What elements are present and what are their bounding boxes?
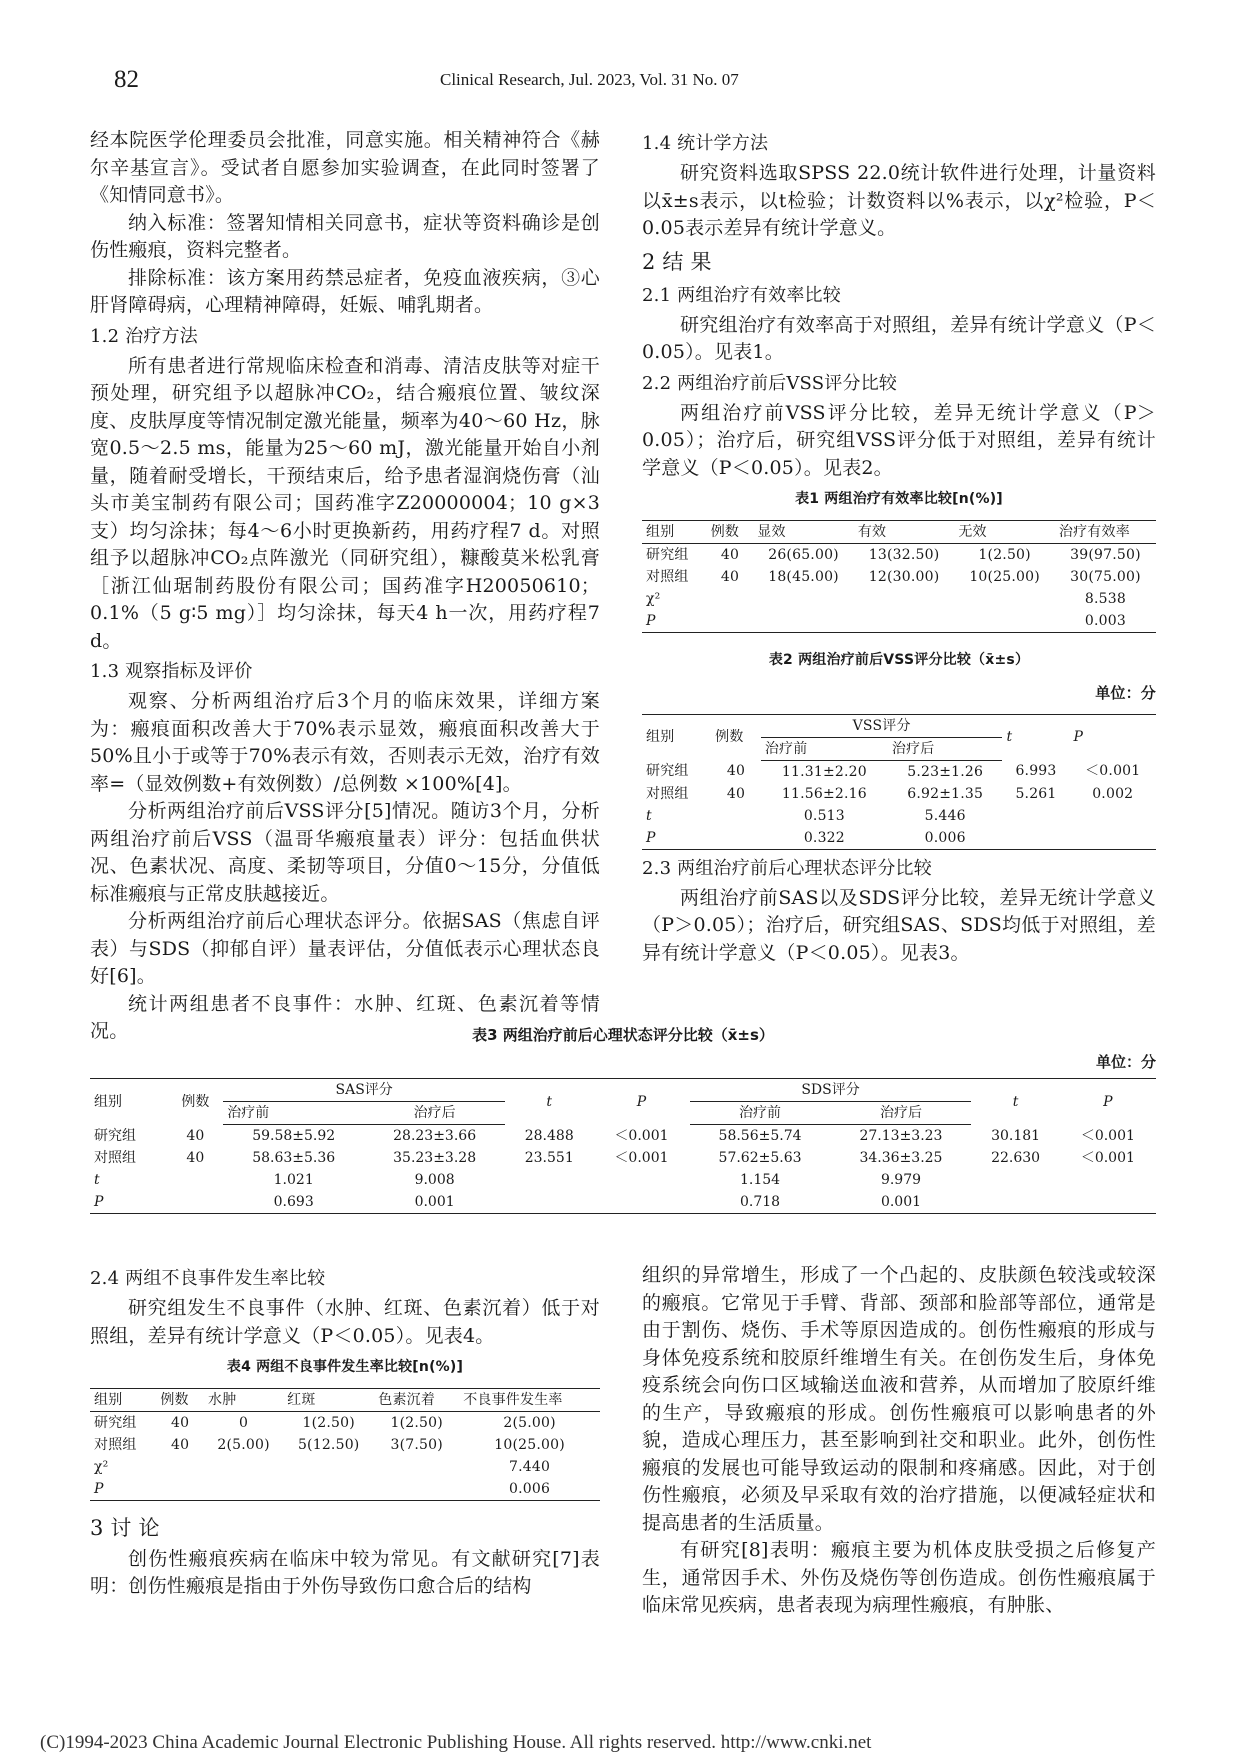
table-cell: 10(25.00) <box>969 568 1040 585</box>
column-header: 组别 <box>642 714 711 760</box>
section-heading: 3 讨 论 <box>90 1515 160 1540</box>
table-cell: 1.021 <box>273 1172 314 1188</box>
table-cell: 5.261 <box>1015 785 1057 802</box>
paragraph: 有研究[8]表明：瘢痕主要为机体皮肤受损之后修复产生，通常因手术、外伤及烧伤等创伤造成。创伤性瘢痕属于临床常见疾病，患者表现为病理性瘢痕，有肿胀、 <box>642 1539 1156 1616</box>
table-cell: 6.92±1.35 <box>907 785 984 802</box>
paragraph: 统计两组患者不良事件：水肿、红斑、色素沉着等情况。 <box>90 992 600 1042</box>
table-cell: 2(5.00) <box>503 1414 556 1431</box>
right-column-lower <box>642 1262 1156 1620</box>
table-cell: 5(12.50) <box>297 1436 360 1453</box>
column-header: t <box>505 1079 593 1125</box>
table-cell: χ² <box>646 590 661 607</box>
paragraph: 观察、分析两组治疗后3个月的临床效果，详细方案为：瘢痕面积改善大于70%表示显效，瘢痕面积改善大于50%且小于或等于70%表示有效，否则表示无效，治疗有效率=（显效例数+有效例数）/总例数 ×100%[4]。 <box>90 690 600 795</box>
table-cell: 0.001 <box>831 1191 972 1214</box>
left-column-lower <box>90 1262 600 1601</box>
table-row <box>642 543 1156 566</box>
table-cell: 40 <box>171 1414 190 1431</box>
table-row <box>642 783 1156 805</box>
table-cell: 10(25.00) <box>494 1436 565 1453</box>
table-unit: 单位：分 <box>1095 684 1156 702</box>
page-number: 82 <box>114 66 139 93</box>
table-cell: 2(5.00) <box>217 1436 270 1453</box>
column-header: 治疗后 <box>364 1102 505 1125</box>
table-cell: 0.006 <box>459 1478 600 1501</box>
table-cell: ＜0.001 <box>1080 1127 1135 1144</box>
table-cell: 0.513 <box>803 807 845 824</box>
column-header: 组别 <box>90 1079 167 1125</box>
table-cell: 5.23±1.26 <box>907 763 984 780</box>
table-cell: P <box>642 610 707 633</box>
copyright-footer: (C)1994-2023 China Academic Journal Electronic Publishing House. All rights reserved. http://www.cnki.net <box>40 1732 872 1753</box>
table-cell: 34.36±3.25 <box>859 1150 943 1166</box>
column-header: 组别 <box>642 520 707 543</box>
table-cell: 3(7.50) <box>390 1436 443 1453</box>
column-header: P <box>1070 714 1156 760</box>
column-header: t <box>971 1079 1059 1125</box>
table-cell: 研究组 <box>646 546 689 563</box>
table-cell: 39(97.50) <box>1070 546 1141 563</box>
table-row <box>642 827 1156 850</box>
table-cell: 40 <box>720 568 740 585</box>
section-heading: 2.1 两组治疗有效率比较 <box>642 284 841 306</box>
table-cell: 30.181 <box>991 1127 1041 1144</box>
table-cell: 研究组 <box>94 1127 136 1144</box>
table-cell: 7.440 <box>509 1458 551 1475</box>
table-cell: 对照组 <box>94 1436 137 1453</box>
column-header: t <box>1002 714 1069 760</box>
paragraph: 两组治疗前VSS评分比较，差异无统计学意义（P＞0.05）；治疗后，研究组VSS评分低于对照组，差异有统计学意义（P＜0.05）。见表2。 <box>642 401 1156 479</box>
column-header: P <box>1060 1079 1156 1125</box>
paragraph: 纳入标准：签署知情相关同意书，症状等资料确诊是创伤性瘢痕，资料完整者。 <box>90 211 600 261</box>
column-header: 治疗后 <box>888 737 1003 760</box>
table-cell: 对照组 <box>646 568 689 585</box>
table-3-block <box>90 1020 1156 1214</box>
table-cell: 0.718 <box>690 1191 831 1214</box>
table-row <box>90 1191 1156 1214</box>
table-cell: 40 <box>186 1127 205 1144</box>
table-caption: 表4 两组不良事件发生率比较[n(%)] <box>226 1359 464 1375</box>
table-cell: 28.488 <box>524 1127 574 1144</box>
paragraph: 两组治疗前SAS以及SDS评分比较，差异无统计学意义（P＞0.05）；治疗后，研究组SAS、SDS均低于对照组，差异有统计学意义（P＜0.05）。见表3。 <box>642 886 1156 964</box>
column-header: 治疗前 <box>761 737 888 760</box>
table-cell: 1.154 <box>740 1172 781 1188</box>
table-cell: 57.62±5.63 <box>718 1150 802 1166</box>
column-header: 治疗前 <box>223 1102 364 1125</box>
table-cell: 对照组 <box>646 785 689 802</box>
section-heading: 1.2 治疗方法 <box>90 325 198 347</box>
table-cell: 8.538 <box>1084 590 1126 607</box>
table-cell: 9.008 <box>414 1172 455 1188</box>
table-cell: 28.23±3.66 <box>393 1128 477 1144</box>
section-heading: 2 结 果 <box>642 249 712 274</box>
column-header: 无效 <box>954 520 1055 543</box>
column-header: 不良事件发生率 <box>459 1388 600 1411</box>
paragraph: 排除标准：该方案用药禁忌症者，免疫血液疾病，③心肝肾障碍病，心理精神障碍，妊娠、哺乳期者。 <box>90 266 600 316</box>
table-cell: χ² <box>94 1458 109 1475</box>
section-heading: 2.4 两组不良事件发生率比较 <box>90 1268 326 1289</box>
table-cell: ＜0.001 <box>614 1150 669 1166</box>
running-header: Clinical Research, Jul. 2023, Vol. 31 No. 07 <box>440 70 739 89</box>
table-cell: 1(2.50) <box>390 1414 443 1431</box>
table-cell: 对照组 <box>94 1150 136 1166</box>
table-cell: 1(2.50) <box>302 1414 355 1431</box>
table-row <box>90 1411 600 1434</box>
paragraph: 组织的异常增生，形成了一个凸起的、皮肤颜色较浅或较深的瘢痕。它常见于手臂、背部、颈部和脸部等部位，通常是由于割伤、烧伤、手术等原因造成的。创伤性瘢痕的形成与身体免疫系统和胶原纤维增生有关。在创伤发生后，身体免疫系统会向伤口区域输送血液和营养，从而增加了胶原纤维的生产，导致瘢痕的形成。创伤性瘢痕可以影响患者的外貌，造成心理压力，甚至影响到社交和职业。此外，创伤性瘢痕的发展也可能导致运动的限制和疼痛感。因此，对于创伤性瘢痕，必须及早采取有效的治疗措施，以便减轻症状和提高患者的生活质量。 <box>642 1264 1156 1534</box>
table-cell: 40 <box>720 546 740 563</box>
section-heading: 2.3 两组治疗前后心理状态评分比较 <box>642 857 932 879</box>
table-row <box>90 1434 600 1456</box>
column-header: 例数 <box>156 1388 204 1411</box>
table-cell: 27.13±3.23 <box>859 1128 943 1144</box>
table-row <box>90 1169 1156 1191</box>
table-cell: 9.979 <box>880 1172 922 1188</box>
table-cell: P <box>90 1478 156 1501</box>
table-cell: t <box>94 1172 100 1188</box>
column-group-header: SAS评分 <box>223 1079 505 1102</box>
column-header: 组别 <box>90 1388 156 1411</box>
table-row <box>642 805 1156 827</box>
paragraph: 研究组治疗有效率高于对照组，差异有统计学意义（P＜0.05）。见表1。 <box>642 313 1156 363</box>
table-cell: 0.001 <box>364 1191 505 1214</box>
section-heading: 1.4 统计学方法 <box>642 133 769 154</box>
column-group-header: VSS评分 <box>761 714 1003 737</box>
table-caption: 表1 两组治疗有效率比较[n(%)] <box>795 491 1003 507</box>
table-cell: 0.322 <box>761 827 888 850</box>
table-cell: 59.58±5.92 <box>252 1128 336 1144</box>
table-cell: t <box>646 807 652 824</box>
table-cell: 26(65.00) <box>768 546 839 563</box>
table-cell: 40 <box>726 763 746 780</box>
table-unit: 单位：分 <box>1095 1053 1156 1071</box>
table-row <box>642 760 1156 783</box>
table-cell: 40 <box>171 1436 190 1453</box>
table-cell: ＜0.001 <box>1080 1150 1135 1166</box>
column-header: P <box>593 1079 689 1125</box>
table-4 <box>90 1388 600 1501</box>
table-cell: 0.002 <box>1092 785 1134 802</box>
table-cell: 0.003 <box>1055 610 1156 633</box>
table-3 <box>90 1078 1156 1214</box>
table-cell: 13(32.50) <box>868 546 940 563</box>
table-row <box>642 566 1156 588</box>
table-cell: 0.006 <box>888 827 1003 850</box>
table-cell: 5.446 <box>924 807 966 824</box>
table-cell: 58.63±5.36 <box>252 1150 336 1166</box>
table-cell: 23.551 <box>524 1150 574 1166</box>
paragraph: 创伤性瘢痕疾病在临床中较为常见。有文献研究[7]表明：创伤性瘢痕是指由于外伤导致伤口愈合后的结构 <box>90 1547 600 1597</box>
table-row <box>90 1125 1156 1148</box>
table-1 <box>642 520 1156 633</box>
paragraph: 研究组发生不良事件（水肿、红斑、色素沉着）低于对照组，差异有统计学意义（P＜0.05）。见表4。 <box>90 1297 600 1347</box>
table-cell: 0.693 <box>223 1191 364 1214</box>
table-cell: 40 <box>726 785 746 802</box>
table-cell: 35.23±3.28 <box>393 1150 477 1166</box>
column-header: 色素沉着 <box>374 1388 459 1411</box>
table-row <box>90 1478 600 1501</box>
table-2 <box>642 714 1156 850</box>
left-column-upper <box>90 127 600 1046</box>
table-caption: 表3 两组治疗前后心理状态评分比较（x̄±s） <box>472 1026 774 1044</box>
table-cell: 40 <box>186 1150 205 1166</box>
paragraph: 分析两组治疗前后心理状态评分。依据SAS（焦虑自评表）与SDS（抑郁自评）量表评估，分值低表示心理状态良好[6]。 <box>90 910 600 987</box>
column-header: 治疗有效率 <box>1055 520 1156 543</box>
table-row <box>642 610 1156 633</box>
column-group-header: SDS评分 <box>690 1079 972 1102</box>
table-cell: ＜0.001 <box>614 1127 669 1144</box>
table-cell: 研究组 <box>646 763 689 780</box>
table-cell: P <box>642 827 711 850</box>
table-cell: 研究组 <box>94 1414 137 1431</box>
column-header: 例数 <box>707 520 754 543</box>
table-caption: 表2 两组治疗前后VSS评分比较（x̄±s） <box>768 651 1030 668</box>
table-cell: 58.56±5.74 <box>718 1128 802 1144</box>
section-heading: 2.2 两组治疗前后VSS评分比较 <box>642 372 898 394</box>
section-heading: 1.3 观察指标及评价 <box>90 661 253 682</box>
table-cell: 12(30.00) <box>868 568 940 585</box>
table-cell: 22.630 <box>991 1150 1041 1166</box>
column-header: 例数 <box>167 1079 223 1125</box>
table-cell: 1(2.50) <box>978 546 1031 563</box>
right-column-upper <box>642 127 1156 967</box>
table-cell: 30(75.00) <box>1070 568 1141 585</box>
paragraph: 经本院医学伦理委员会批准，同意实施。相关精神符合《赫尔辛基宣言》。受试者自愿参加实验调查，在此同时签署了《知情同意书》。 <box>90 129 600 206</box>
table-cell: 0 <box>239 1414 249 1431</box>
column-header: 水肿 <box>204 1388 283 1411</box>
paragraph: 所有患者进行常规临床检查和消毒、清洁皮肤等对症干预处理，研究组予以超脉冲CO₂，结合瘢痕位置、皱纹深度、皮肤厚度等情况制定激光能量，频率为40～60 Hz，脉宽0.5～2.5 ms，能量为25～60 mJ，激光能量开始自小剂量，随着耐受增长，干预结束后，给予患者湿润烧伤膏（汕头市美宝制药有限公司；国药准字Z20000004；10 g×3支）均匀涂抹；每4～6小时更换新药，用药疗程7 d。对照组予以超脉冲CO₂点阵激光（同研究组），糠酸莫米松乳膏［浙江仙琚制药股份有限公司；国药准字H20050610；0.1%（5 g∶5 mg）］均匀涂抹，每天4 h一次，用药疗程7 d。 <box>90 354 600 652</box>
column-header: 治疗后 <box>831 1102 972 1125</box>
table-cell: P <box>90 1191 167 1214</box>
column-header: 治疗前 <box>690 1102 831 1125</box>
paragraph: 研究资料选取SPSS 22.0统计软件进行处理，计量资料以x̄±s表示，以t检验；计数资料以%表示，以χ²检验，P＜0.05表示差异有统计学意义。 <box>642 162 1156 239</box>
column-header: 有效 <box>854 520 955 543</box>
column-header: 显效 <box>753 520 854 543</box>
paragraph: 分析两组治疗前后VSS评分[5]情况。随访3个月，分析两组治疗前后VSS（温哥华瘢痕量表）评分：包括血供状况、色素状况、高度、柔韧等项目，分值0～15分，分值低标准瘢痕与正常皮肤越接近。 <box>90 800 600 905</box>
table-cell: 18(45.00) <box>768 568 839 585</box>
table-cell: ＜0.001 <box>1085 763 1141 780</box>
table-row <box>90 1147 1156 1169</box>
column-header: 例数 <box>711 714 761 760</box>
table-cell: 11.31±2.20 <box>781 763 867 780</box>
table-row <box>642 588 1156 610</box>
table-row <box>90 1456 600 1478</box>
column-header: 红斑 <box>283 1388 374 1411</box>
table-cell: 11.56±2.16 <box>781 785 867 802</box>
table-cell: 6.993 <box>1015 763 1057 780</box>
